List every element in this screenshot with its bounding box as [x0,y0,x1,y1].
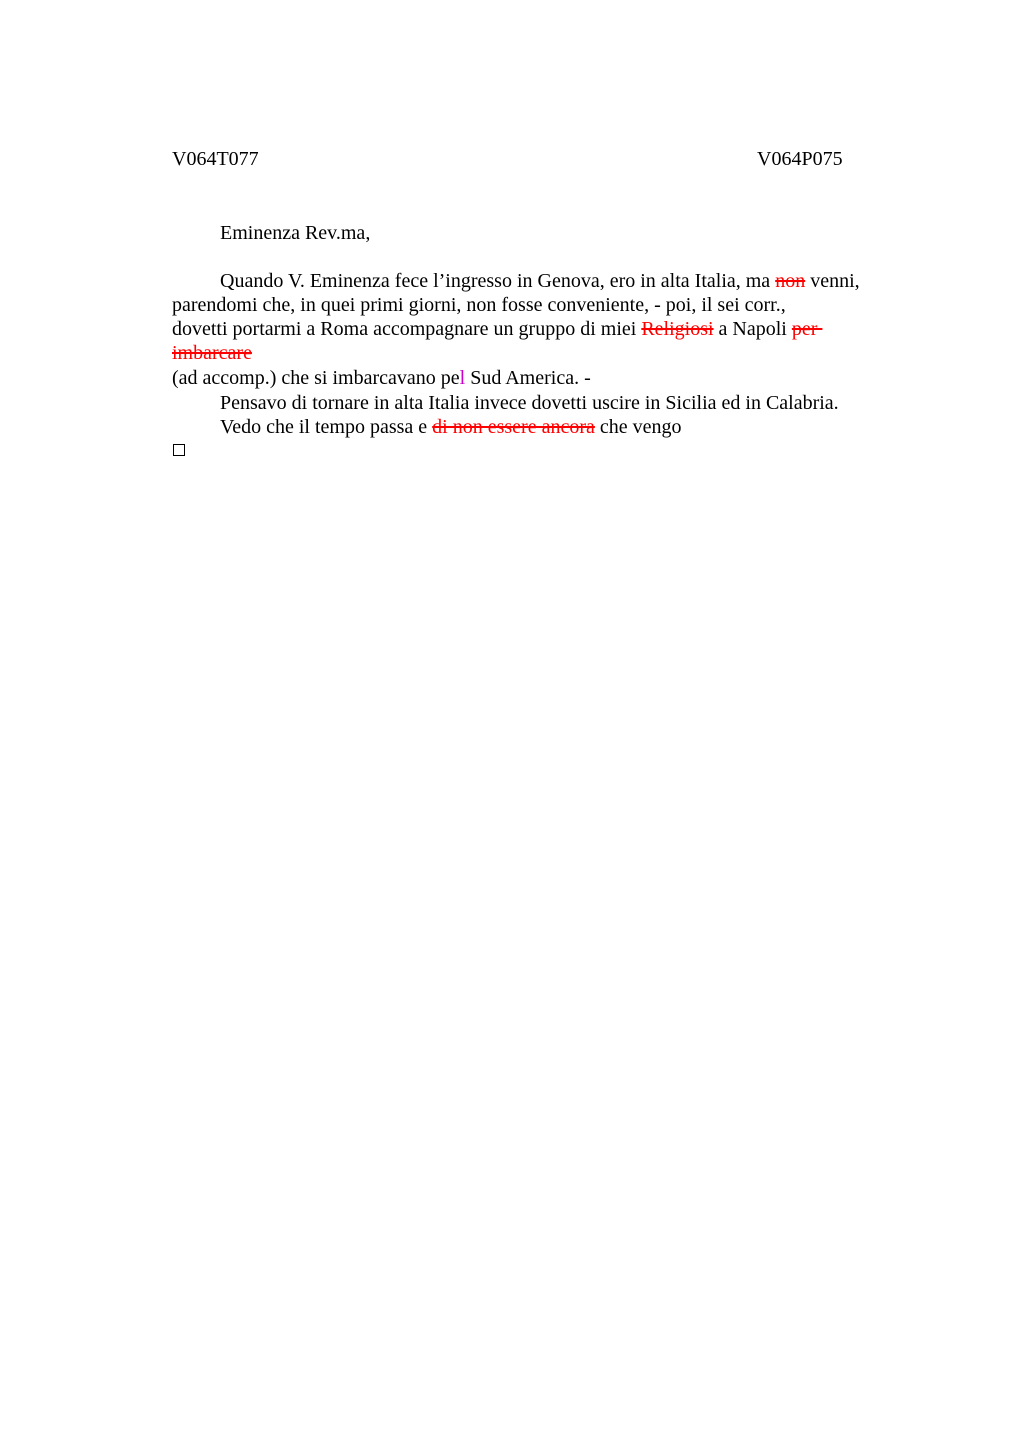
inserted-text: l [459,367,466,389]
text-run: a Napoli [713,318,792,340]
text-run: dovetti portarmi a Roma accompagnare un gruppo di miei [172,318,642,340]
deleted-text: imbarcare [172,342,252,364]
text-run: Sud America. - [465,367,591,389]
text-run: venni, [805,270,860,292]
paragraph-2: Pensavo di tornare in alta Italia invece dovetti uscire in Sicilia ed in Calabria. [220,392,839,414]
salutation: Eminenza Rev.ma, [220,222,371,244]
paragraph-1-line-5 [172,366,591,390]
deleted-text: Religiosi [641,318,714,340]
deleted-text: non [775,270,806,292]
document-code-right: V064P075 [757,148,843,170]
text-run: (ad accomp.) che si imbarcavano pe [172,367,460,389]
paragraph-3 [220,415,682,439]
deleted-text: di non essere ancora [432,416,595,438]
paragraph-1-line-1 [220,269,860,293]
paragraph-1-line-2: parendomi che, in quei primi giorni, non fosse conveniente, - poi, il sei corr., [172,294,786,316]
paragraph-1-line-4 [172,341,252,365]
document-code-left: V064T077 [172,148,259,170]
paragraph-1-line-3 [172,317,822,341]
empty-square-glyph [173,444,185,456]
text-run: Vedo che il tempo passa e [220,416,433,438]
deleted-text: per [791,318,823,340]
text-run: che vengo [594,416,682,438]
text-run: Quando V. Eminenza fece l’ingresso in Genova, ero in alta Italia, ma [220,270,776,292]
